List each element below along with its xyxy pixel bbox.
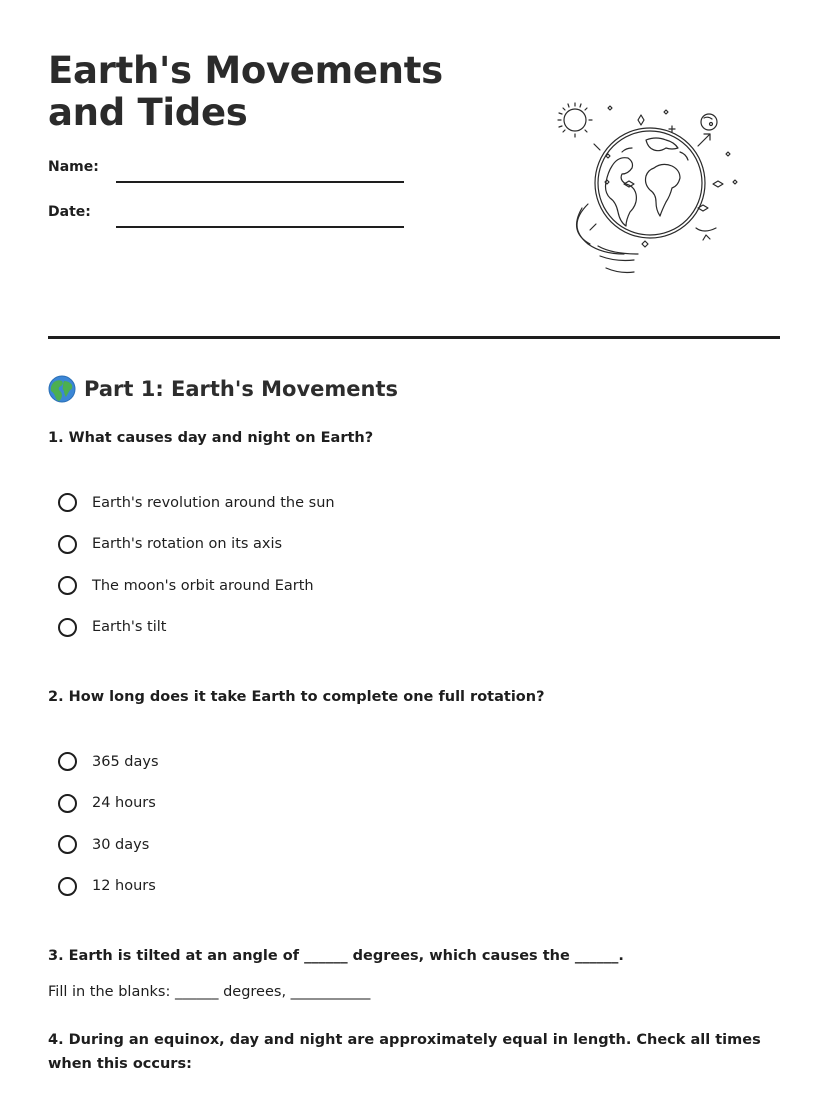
sun-icon <box>558 103 592 137</box>
date-field <box>48 204 408 228</box>
q1-option-a[interactable] <box>58 482 335 524</box>
header-divider <box>48 336 780 339</box>
q1-option-b[interactable] <box>58 524 335 566</box>
radio-button[interactable] <box>58 576 77 595</box>
part1-heading <box>48 374 398 404</box>
date-label: Date: <box>48 204 91 220</box>
name-label: Name: <box>48 159 99 175</box>
question-3: 3. Earth is tilted at an angle of ______ degrees, which causes the ______. <box>48 948 624 964</box>
option-label: Earth's revolution around the sun <box>92 494 335 511</box>
date-blank-line[interactable] <box>116 226 404 228</box>
radio-button[interactable] <box>58 535 77 554</box>
radio-button[interactable] <box>58 752 77 771</box>
earth-globe-icon <box>577 128 705 273</box>
option-label: The moon's orbit around Earth <box>92 577 314 594</box>
question-4: 4. During an equinox, day and night are approximately equal in length. Check all times when this occurs: <box>48 1032 761 1072</box>
question-2: 2. How long does it take Earth to complete one full rotation? <box>48 689 545 705</box>
option-label: 30 days <box>92 836 150 853</box>
radio-button[interactable] <box>58 794 77 813</box>
radio-button[interactable] <box>58 618 77 637</box>
q2-option-a[interactable] <box>58 741 159 783</box>
question-3-fill-blanks[interactable]: Fill in the blanks: ______ degrees, ___________ <box>48 984 371 1000</box>
question-1: 1. What causes day and night on Earth? <box>48 430 374 446</box>
q2-option-c[interactable] <box>58 824 159 866</box>
q2-option-d[interactable] <box>58 866 159 908</box>
q1-option-c[interactable] <box>58 565 335 607</box>
option-label: 24 hours <box>92 795 156 812</box>
part1-heading-text: Part 1: Earth's Movements <box>84 377 398 401</box>
name-blank-line[interactable] <box>116 181 404 183</box>
option-label: 365 days <box>92 753 159 770</box>
option-label: 12 hours <box>92 878 156 895</box>
radio-button[interactable] <box>58 493 77 512</box>
q2-option-b[interactable] <box>58 783 159 825</box>
q1-option-d[interactable] <box>58 607 335 649</box>
option-label: Earth's tilt <box>92 619 167 636</box>
globe-emoji-icon <box>48 375 76 403</box>
radio-button[interactable] <box>58 835 77 854</box>
option-label: Earth's rotation on its axis <box>92 536 283 553</box>
radio-button[interactable] <box>58 877 77 896</box>
earth-sun-moon-illustration <box>548 96 748 282</box>
question-1-options <box>58 482 335 648</box>
moon-icon <box>701 114 717 130</box>
worksheet-title: Earth's Movements and Tides <box>48 49 443 134</box>
name-field <box>48 159 408 183</box>
question-2-options <box>58 741 159 907</box>
